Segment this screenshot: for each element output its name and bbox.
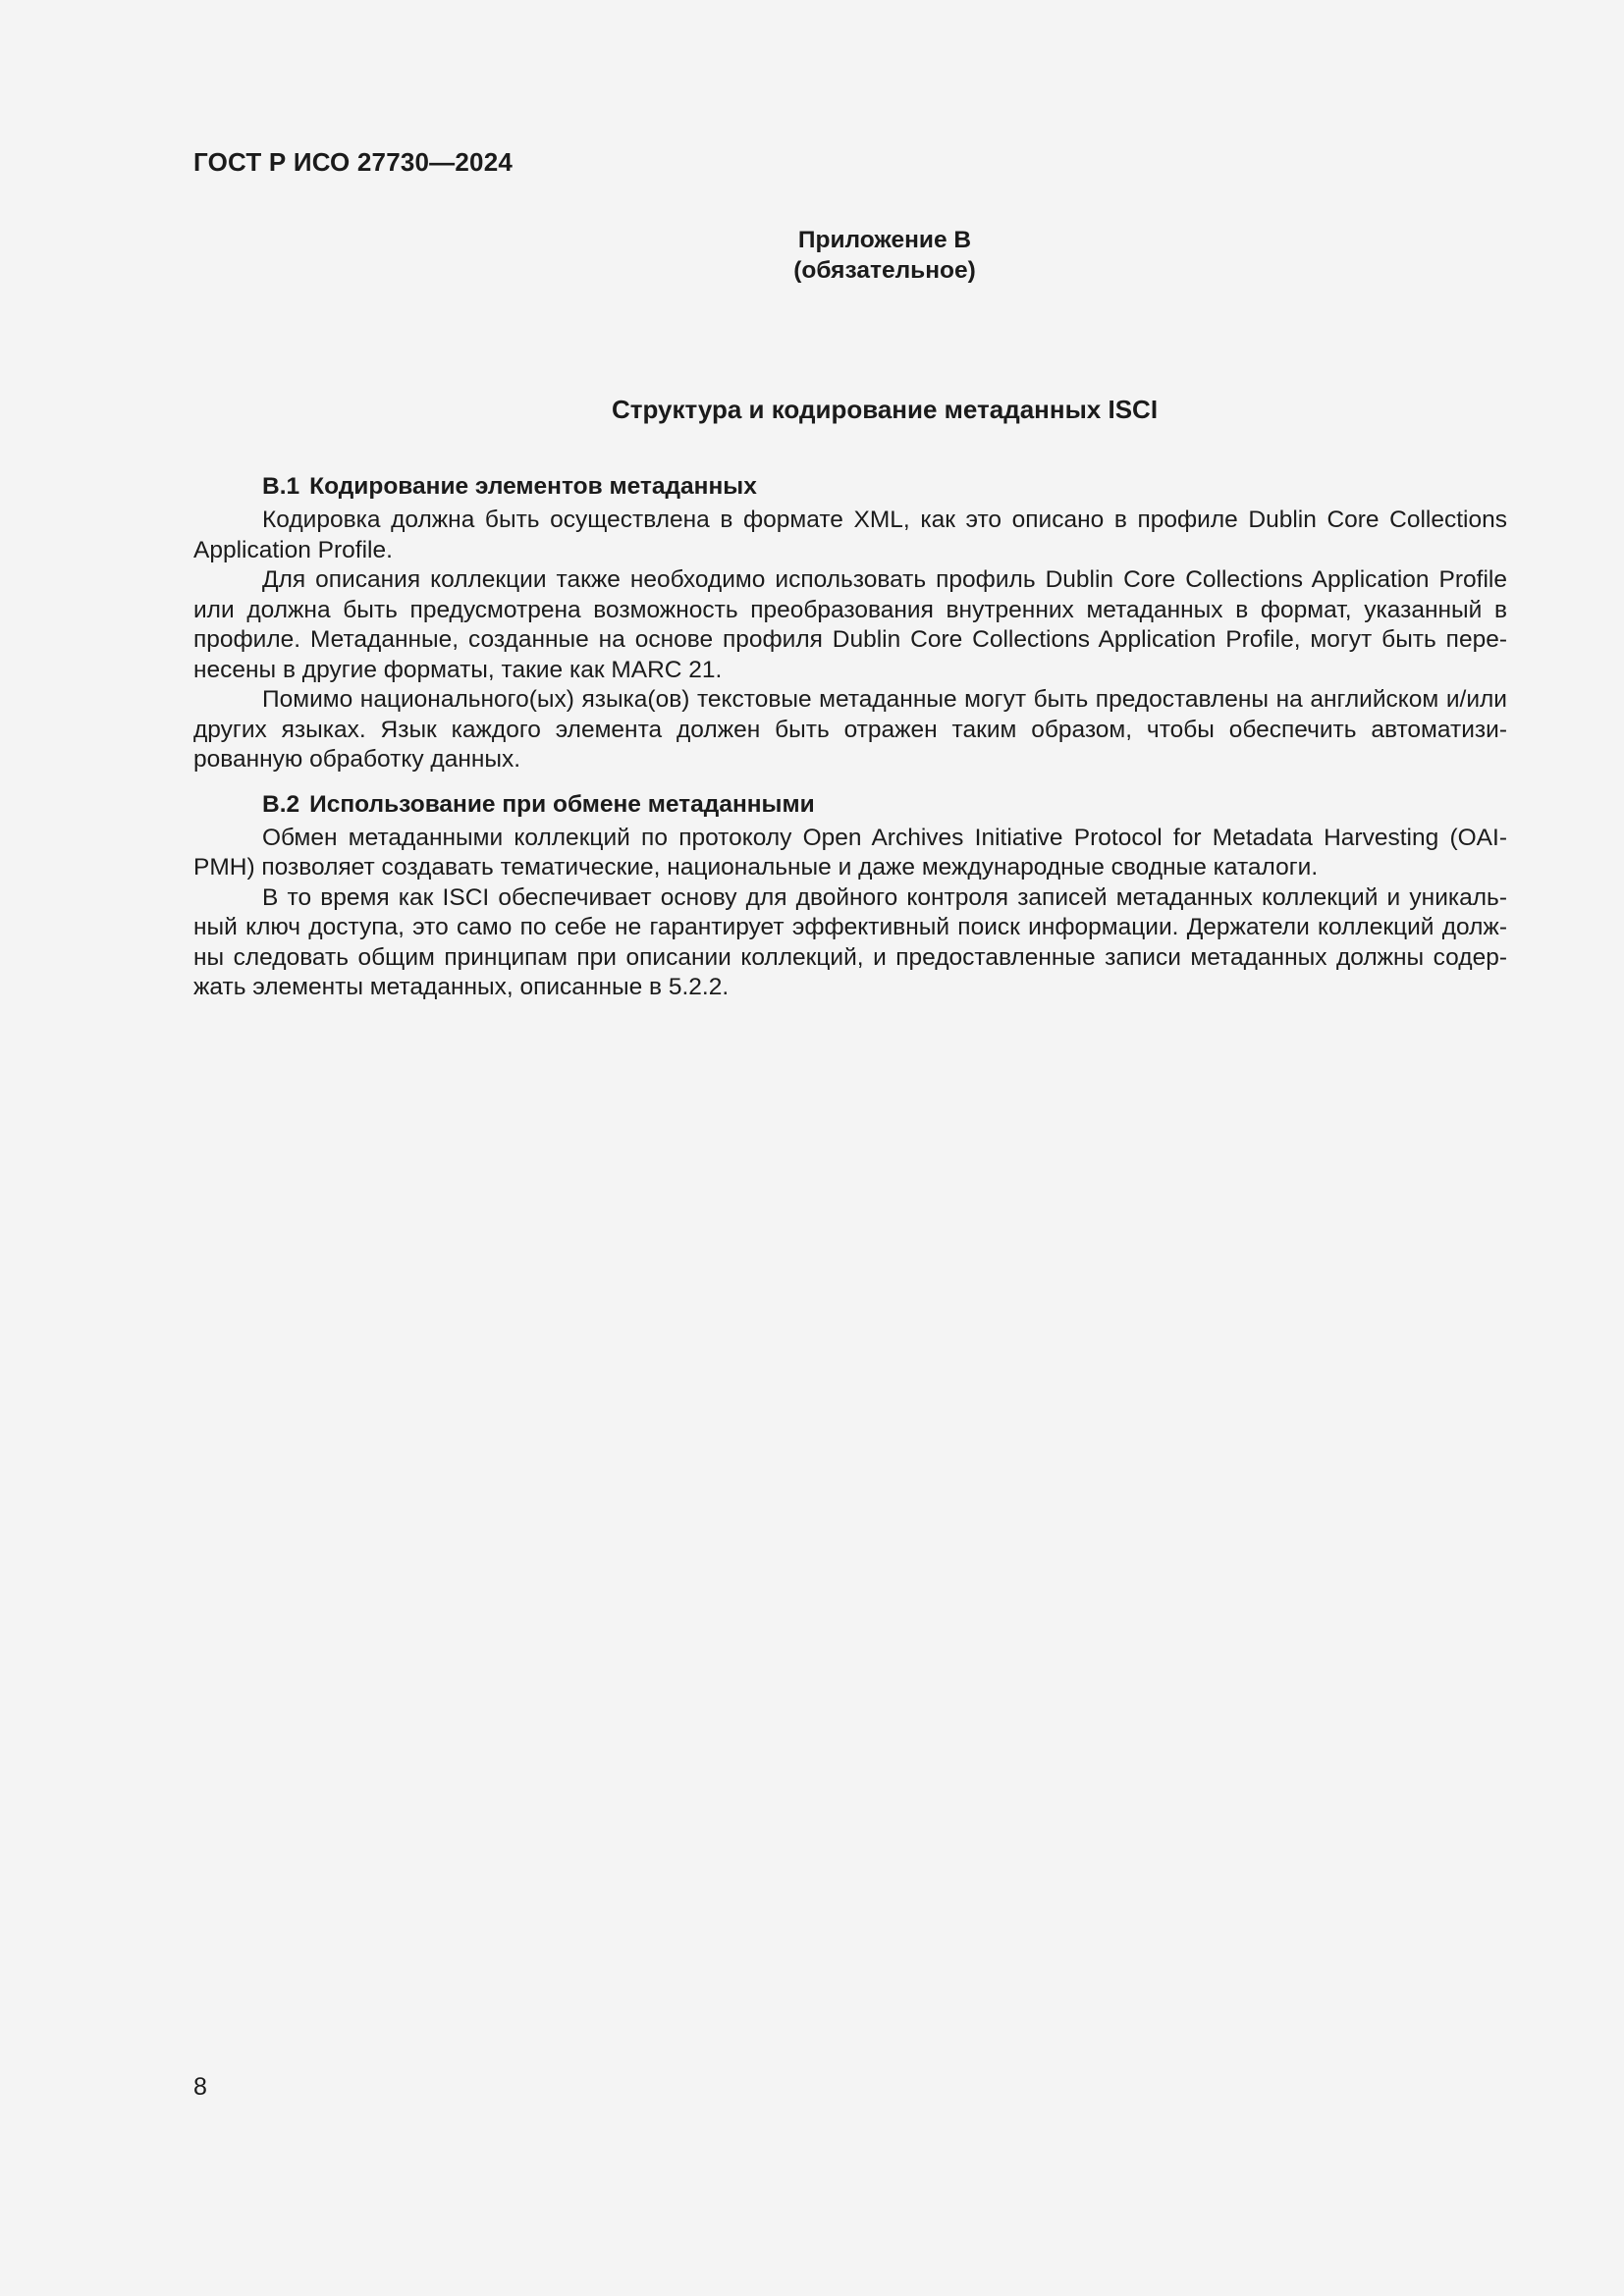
section-heading-text: Использование при обмене метаданными — [309, 790, 815, 818]
paragraph: В то время как ISCI обеспечивает основу для двойного контроля записей метаданных коллекций и уникальный ключ доступа, это само по себе не гарантирует эффективный поиск информации. Держатели коллекций должны следовать общим принципам при описании коллекций, и предоставленные записи метаданных должны содержать элементы метаданных, описанные в 5.2.2. — [193, 883, 1507, 1000]
section-number: В.1 — [262, 473, 300, 500]
paragraph: Кодировка должна быть осуществлена в формате XML, как это описано в профиле Dublin Core Collections Application Profile. — [193, 507, 1507, 563]
page-title: Структура и кодирование метаданных ISCI — [611, 395, 1159, 424]
appendix-status: (обязательное) — [793, 257, 976, 284]
paragraph: Обмен метаданными коллекций по протоколу Open Archives Initiative Protocol for Metadata Harvesting (OAI-PMH) позволяет создавать тематические, национальные и даже международные сводные каталоги. — [193, 824, 1507, 881]
paragraph: Помимо национального(ых) языка(ов) текстовые метаданные могут быть предоставлены на английском и/или других языках. Язык каждого элемента должен быть отражен таким образом, чтобы обеспечить автоматизированную обработку данных. — [193, 686, 1507, 773]
section-b2 — [193, 789, 1507, 1003]
section-heading — [193, 789, 1507, 820]
document-body — [193, 471, 1507, 1003]
section-heading-text: Кодирование элементов метаданных — [309, 473, 757, 500]
paragraph: Для описания коллекции также необходимо использовать профиль Dublin Core Collections Application Profile или должна быть предусмотрена возможность преобразования внутренних метаданных в формат, указанный в профиле. Метаданные, созданные на основе профиля Dublin Core Collections Application Profile, могут быть перенесены в другие форматы, такие как MARC 21. — [193, 566, 1507, 683]
document-code: ГОСТ Р ИСО 27730—2024 — [193, 147, 514, 177]
appendix-heading — [193, 225, 1507, 286]
appendix-label: Приложение В — [797, 227, 972, 253]
page-number: 8 — [193, 2073, 207, 2101]
section-number: В.2 — [262, 790, 300, 818]
section-heading — [193, 471, 1507, 502]
section-b1 — [193, 471, 1507, 775]
